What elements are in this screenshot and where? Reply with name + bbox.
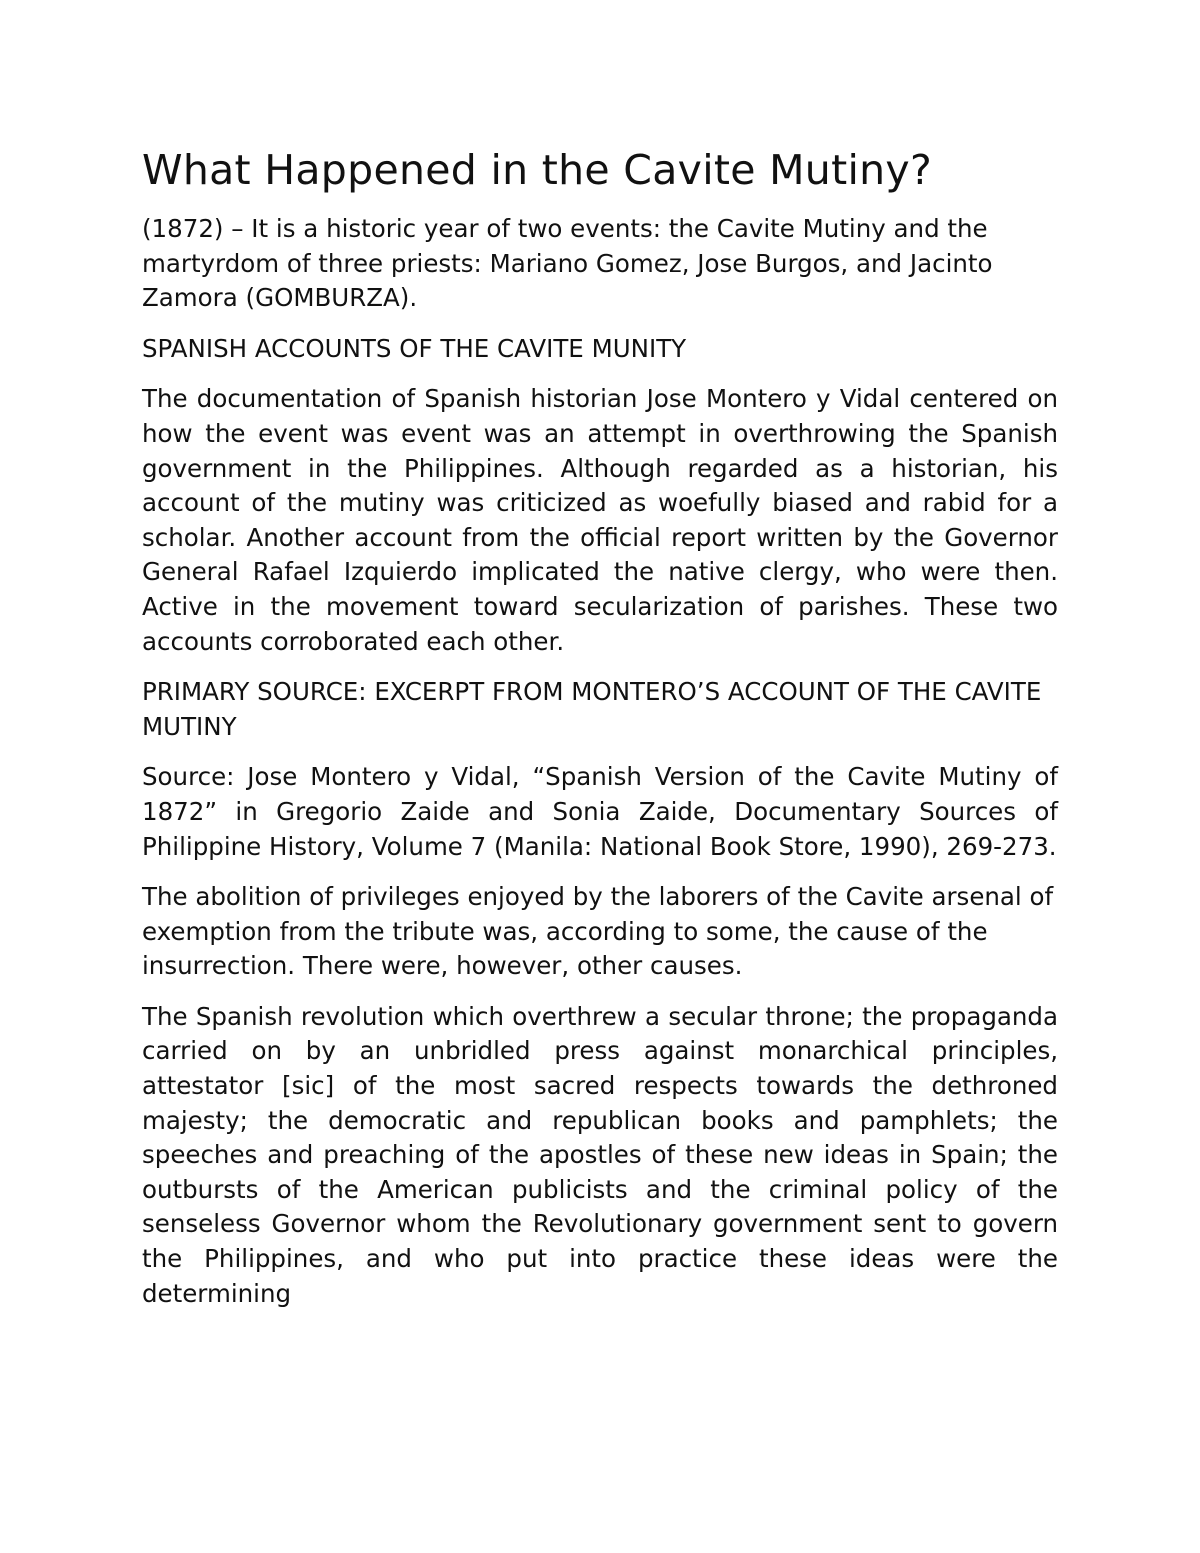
source-citation: Source: Jose Montero y Vidal, “Spanish Version of the Cavite Mutiny of 1872” in Gregorio Zaide and Sonia Zaide, Documentary Sources of Philippine History, Volume 7 (Manila: National Book Store, 1990), 269-273. (142, 762, 1058, 861)
document-content (142, 140, 1058, 1327)
excerpt-paragraph-1: The abolition of privileges enjoyed by the laborers of the Cavite arsenal of exemption from the tribute was, according to some, the cause of the insurrection. There were, however, other causes. (142, 882, 1054, 981)
excerpt-paragraph-2: The Spanish revolution which overthrew a secular throne; the propaganda carried on by an unbridled press against monarchical principles, attestator [sic] of the most sacred respects towards the dethroned majesty; the democratic and republican books and pamphlets; the speeches and preaching of the apostles of these new ideas in Spain; the outbursts of the American publicists and the criminal policy of the senseless Governor whom the Revolutionary government sent to govern the Philippines, and who put into practice these ideas were the determining (142, 1001, 1058, 1308)
intro-paragraph: (1872) – It is a historic year of two events: the Cavite Mutiny and the martyrdom of three priests: Mariano Gomez, Jose Burgos, and Jacinto Zamora (GOMBURZA). (142, 214, 993, 313)
section-heading-spanish-accounts: SPANISH ACCOUNTS OF THE CAVITE MUNITY (142, 333, 687, 363)
spanish-accounts-paragraph: The documentation of Spanish historian Jose Montero y Vidal centered on how the event was event was an attempt in overthrowing the Spanish government in the Philippines. Although regarded as a historian, his account of the mutiny was criticized as woefully biased and rabid for a scholar. Another account from the official report written by the Governor General Rafael Izquierdo implicated the native clergy, who were then. Active in the movement toward secularization of parishes. These two accounts corroborated each other. (142, 384, 1058, 656)
section-heading-primary-source: PRIMARY SOURCE: EXCERPT FROM MONTERO’S ACCOUNT OF THE CAVITE MUTINY (142, 677, 1042, 741)
page-title: What Happened in the Cavite Mutiny? (142, 146, 933, 194)
